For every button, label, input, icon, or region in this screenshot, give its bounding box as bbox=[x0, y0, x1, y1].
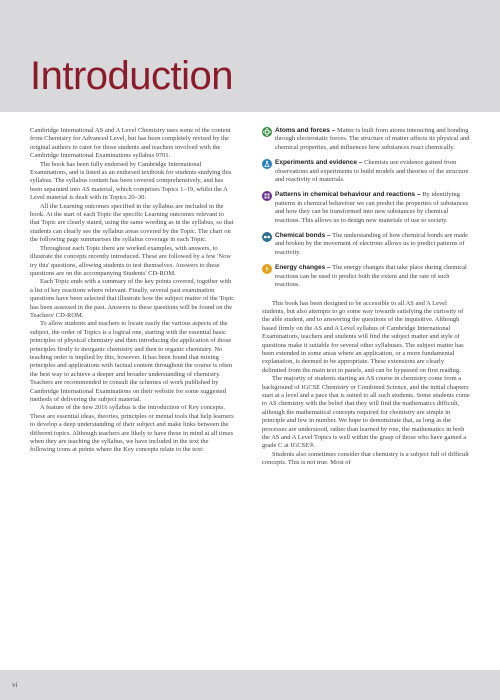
key-concept-title: Atoms and forces – bbox=[275, 127, 336, 134]
key-concept-title: Patterns in chemical behaviour and reactions – bbox=[275, 191, 421, 199]
key-concept-text: Matter is built from atoms interacting and bonding through electrostatic forces. The structure of matter affects its physical and chemical properties, and influences how substances react chemically. bbox=[275, 127, 470, 151]
atom-icon bbox=[262, 127, 272, 137]
key-concept-atoms-and-forces bbox=[262, 127, 470, 152]
page-title: Introduction bbox=[30, 54, 234, 98]
body-paragraph: The book has been fully endorsed by Cambridge International Examinations, and is listed as an endorsed textbook for students studying this syllabus. The syllabus content has been covered comprehensively, and has been separated into AS material, which comprises Topics 1–19, whilst the A Level material is dealt with in Topics 20–30. bbox=[30, 160, 232, 202]
body-paragraph: The majority of students starting an AS course in chemistry come from a background of IGCSE Chemistry or Combined Science, and the initial chapters start at a level and a pace that is suited to all such students. Some students come to AS chemistry with the belief that they will find the mathematics difficult, although the mathematical concepts required for chemistry are simple in principle and few in number. We hope to demonstrate that, as long as the processes are understood, rather than learned by rote, the mathematics in both the AS and A Level Topics is well within the grasp of those who have gained a grade C at IGCSE®. bbox=[262, 375, 470, 450]
key-concept-text: The understanding of how chemical bonds are made and broken by the movement of electrons allows us to predict patterns of reactivity. bbox=[275, 232, 469, 256]
pattern-icon bbox=[262, 191, 272, 201]
key-concept-energy-changes bbox=[262, 264, 470, 289]
body-paragraph: Each Topic ends with a summary of the key points covered, together with a list of key reactions where relevant. Finally, several past examination questions have been selected that illustrate how the subject matter of the Topic has been assessed in the past. Answers to these questions will be found on the Teachers' CD-ROM. bbox=[30, 278, 235, 319]
key-concept-title: Experiments and evidence – bbox=[275, 159, 363, 167]
key-concept-title: Energy changes – bbox=[275, 264, 331, 272]
key-concept-text: By identifying patterns in chemical behaviour we can predict the properties of substances and how they can be transformed into new substances by chemical reactions. This allows us to design new materials of use to society. bbox=[275, 191, 469, 224]
footer-band bbox=[0, 670, 500, 700]
right-body bbox=[262, 300, 470, 468]
body-paragraph: This book has been designed to be accessible to all AS and A Level students, but also attempts to go some way towards satisfying the curiosity of the able student, and to answering the questions of the inquisitive. Although based firmly on the AS and A Level syllabus of Cambridge International Examinations, teachers and students will find the subject matter and style of questions make it suitable for several other syllabuses. The subject matter has been extended in some areas where an application, or a more fundamental explanation, is deemed to be appropriate. These extensions are clearly delimited from the main text in panels, and can be bypassed on first reading. bbox=[262, 299, 464, 374]
body-paragraph: A feature of the new 2016 syllabus is the introduction of Key concepts. These are essential ideas, theories, principles or mental tools that help learners to develop a deep understanding of their subject and make links between the different topics. Although teachers are likely to have these in mind at all times when they are teaching the syllabus, we have included in the text the following icons at points where the Key concepts relate to the text: bbox=[30, 404, 234, 454]
key-concept-title: Chemical bonds – bbox=[275, 232, 331, 240]
experiment-icon bbox=[262, 159, 272, 169]
body-paragraph: To allow students and teachers to locate easily the various aspects of the subject, the order of Topics is a logical one, starting with the essential basic principles of physical chemistry and then introducing the application of those principles firstly to inorganic chemistry and then to organic chemistry. No teaching order is implied by this, however. It has been found that mixing principles and applications with factual content throughout the course is often the best way to achieve a deeper and broader understanding of chemistry. Teachers are recommended to consult the schemes of work published by Cambridge International Examinations on their website for some suggested methods of delivering the subject material. bbox=[30, 320, 233, 403]
energy-icon bbox=[262, 264, 272, 274]
body-paragraph: Students also sometimes consider that chemistry is a subject full of difficult concepts. This is not true. Most of bbox=[262, 450, 469, 467]
right-column bbox=[262, 127, 470, 468]
body-paragraph: Throughout each Topic there are worked examples, with answers, to illustrate the concepts recently introduced. These are followed by a few 'Now try this' questions, allowing students to test themselves. Answers to these questions are on the accompanying Students' CD-ROM. bbox=[30, 244, 232, 277]
key-concept-text: The energy changes that take place during chemical reactions can be used to predict both the extent and the rate of such reactions. bbox=[275, 264, 467, 289]
body-paragraph: Cambridge International AS and A Level Chemistry uses some of the content from Chemistry for Advanced Level, but has been completely revised by the original authors to cater for those students and teachers involved with the Cambridge International Examinations syllabus 9701. bbox=[30, 127, 231, 160]
key-concept-patterns bbox=[262, 191, 470, 225]
left-column bbox=[30, 127, 235, 455]
body-paragraph: All the Learning outcomes specified in the syllabus are included in the book. At the start of each Topic the specific Learning outcomes relevant to that Topic are clearly stated, using the same wording as in the syllabus, so that students can clearly see the syllabus areas covered by the Topic. The chart on the following page summarises the syllabus coverage in each Topic. bbox=[30, 202, 234, 244]
key-concept-chemical-bonds bbox=[262, 232, 470, 257]
key-concept-text: Chemists use evidence gained from observations and experiments to build models and theories of the structure and reactivity of materials. bbox=[275, 159, 469, 184]
page-number: vi bbox=[12, 681, 18, 689]
bond-icon bbox=[262, 232, 272, 242]
key-concept-experiments-and-evidence bbox=[262, 159, 470, 184]
